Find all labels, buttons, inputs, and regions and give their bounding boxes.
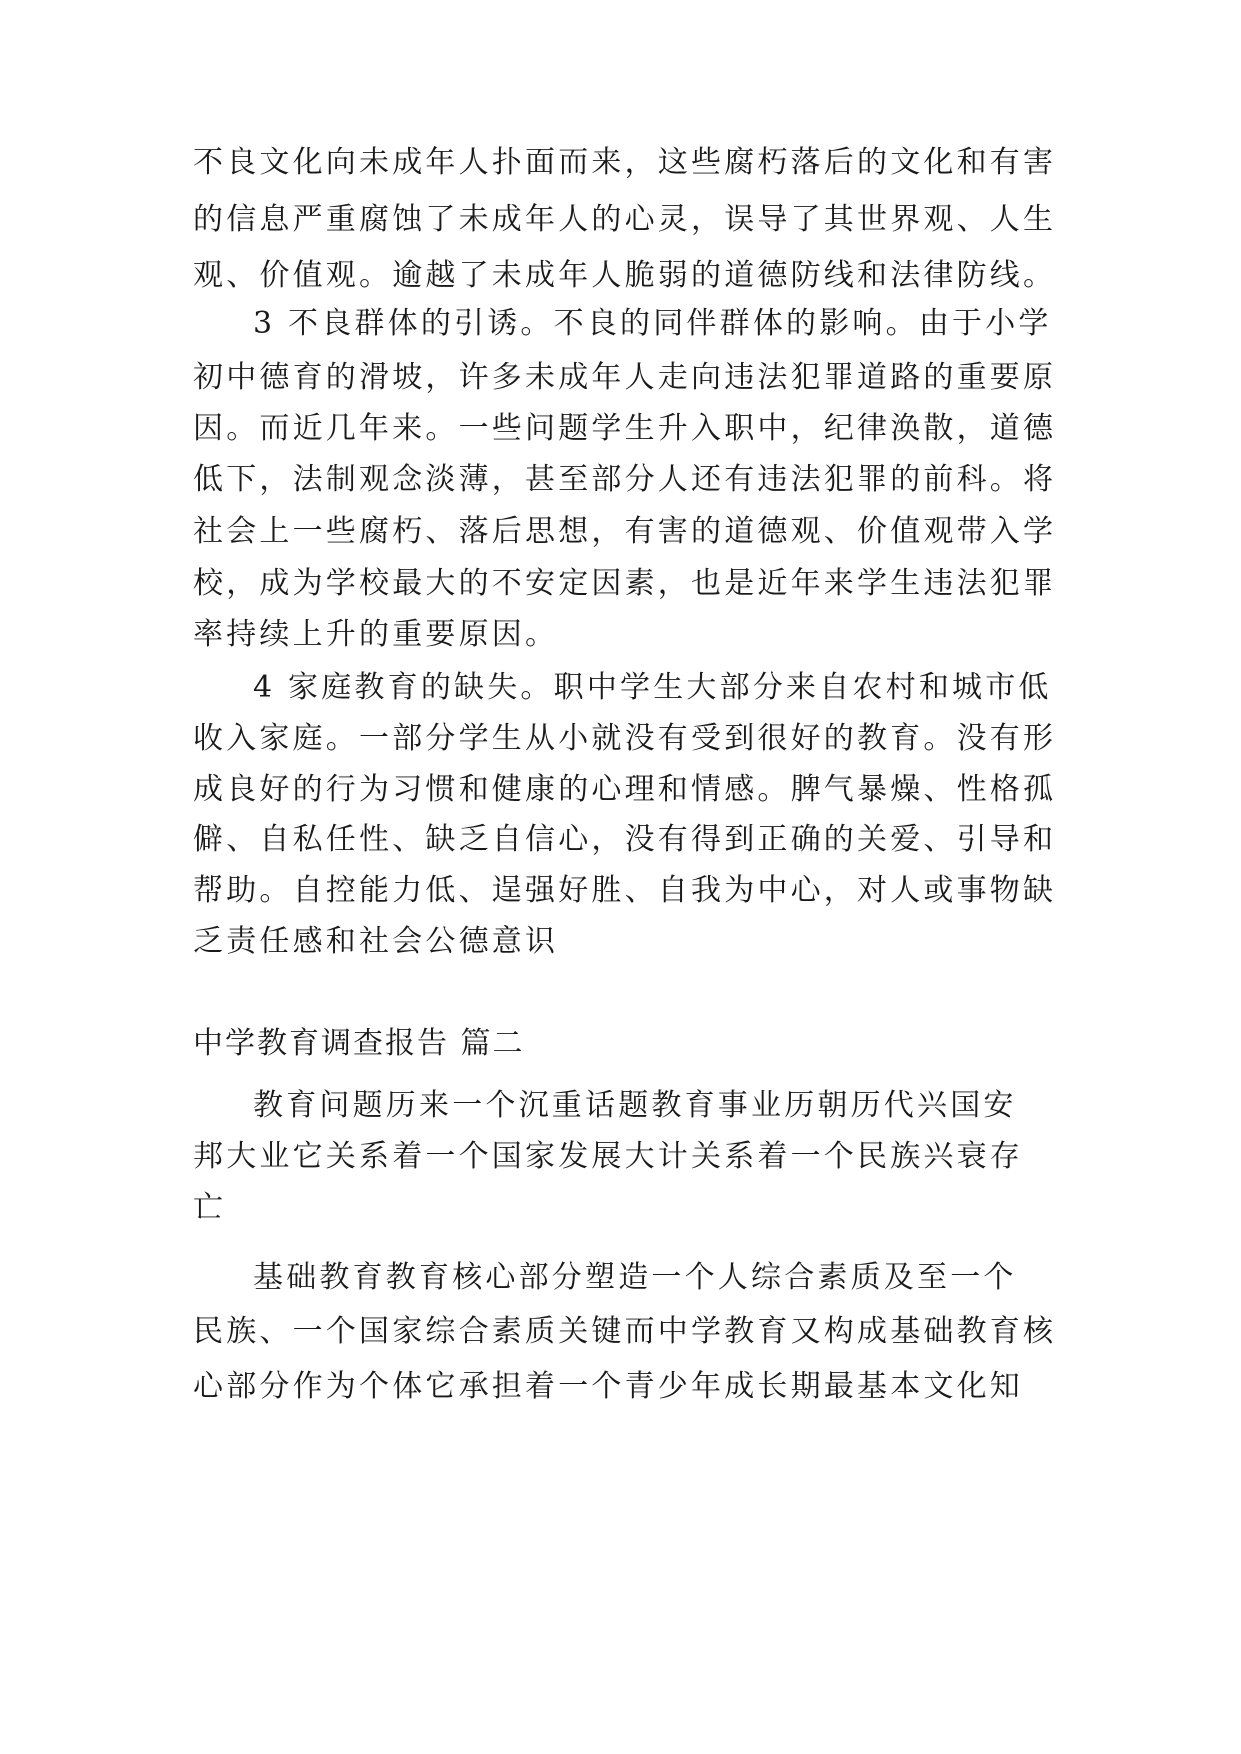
body-text-line: 邦大业它关系着一个国家发展大计关系着一个民族兴衰存 bbox=[193, 1139, 1023, 1174]
body-text-line: 校，成为学校最大的不安定因素，也是近年来学生违法犯罪 bbox=[193, 566, 1057, 601]
paragraph-first-line: 教育问题历来一个沉重话题教育事业历朝历代兴国安 bbox=[253, 1088, 1017, 1123]
body-text-line: 的信息严重腐蚀了未成年人的心灵，误导了其世界观、人生 bbox=[193, 202, 1057, 237]
body-text-line: 因。而近几年来。一些问题学生升入职中，纪律涣散，道德 bbox=[193, 411, 1057, 446]
body-text-line: 不良文化向未成年人扑面而来，这些腐朽落后的文化和有害 bbox=[193, 145, 1057, 180]
paragraph-first-line: 3 不良群体的引诱。不良的同伴群体的影响。由于小学 bbox=[253, 306, 1052, 341]
body-text-line: 心部分作为个体它承担着一个青少年成长期最基本文化知 bbox=[193, 1369, 1023, 1404]
section-heading: 中学教育调查报告 篇二 bbox=[193, 1026, 525, 1061]
body-text-line: 民族、一个国家综合素质关键而中学教育又构成基础教育核 bbox=[193, 1314, 1057, 1349]
paragraph-first-line: 基础教育教育核心部分塑造一个人综合素质及至一个 bbox=[253, 1260, 1017, 1295]
body-text-line: 社会上一些腐朽、落后思想，有害的道德观、价值观带入学 bbox=[193, 514, 1057, 549]
body-text-line: 帮助。自控能力低、逞强好胜、自我为中心，对人或事物缺 bbox=[193, 873, 1057, 908]
body-text-line: 低下，法制观念淡薄，甚至部分人还有违法犯罪的前科。将 bbox=[193, 462, 1057, 497]
body-text-line: 成良好的行为习惯和健康的心理和情感。脾气暴燥、性格孤 bbox=[193, 772, 1057, 807]
body-text-line: 率持续上升的重要原因。 bbox=[193, 617, 559, 652]
body-text-line: 收入家庭。一部分学生从小就没有受到很好的教育。没有形 bbox=[193, 721, 1057, 756]
body-text-line: 观、价值观。逾越了未成年人脆弱的道德防线和法律防线。 bbox=[193, 258, 1057, 293]
body-text-line: 初中德育的滑坡，许多未成年人走向违法犯罪道路的重要原 bbox=[193, 360, 1057, 395]
paragraph-first-line: 4 家庭教育的缺失。职中学生大部分来自农村和城市低 bbox=[253, 670, 1052, 705]
body-text-line: 僻、自私任性、缺乏自信心，没有得到正确的关爱、引导和 bbox=[193, 822, 1057, 857]
body-text-line: 亡 bbox=[193, 1190, 227, 1225]
body-text-line: 乏责任感和社会公德意识 bbox=[193, 924, 559, 959]
